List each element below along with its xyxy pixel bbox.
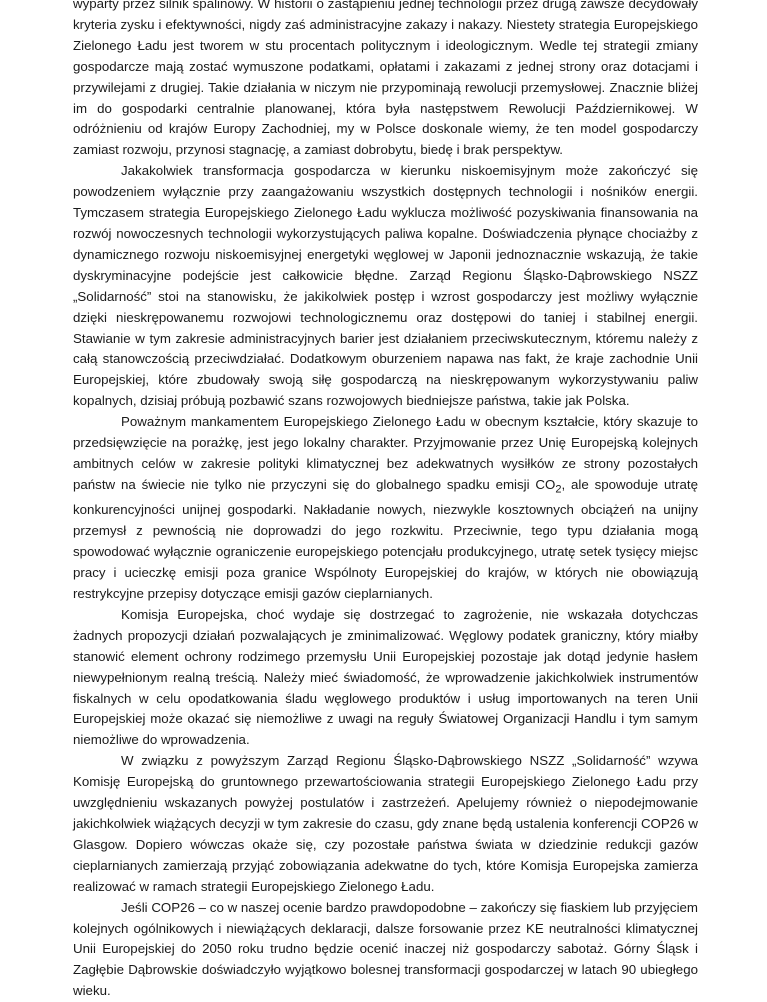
paragraph bbox=[73, 898, 698, 1002]
paragraph bbox=[73, 161, 698, 412]
paragraph-text: Poważnym mankamentem Europejskiego Zielonego Ładu w obecnym kształcie, który skazuje to przedsięwzięcie na porażkę, jest jego lokalny charakter. Przyjmowanie przez Unię Europejską kolejnych ambitnych celów w zakresie polityki klimatycznej bez adekwatnych wysiłków ze strony pozostałych państw na świecie nie tylko nie przyczyni się do globalnego spadku emisji CO bbox=[73, 414, 698, 492]
subscript-text: 2 bbox=[555, 483, 562, 496]
paragraph bbox=[73, 412, 698, 605]
paragraph-text: W związku z powyższym Zarząd Regionu Śląsko-Dąbrowskiego NSZZ „Solidarność” wzywa Komisję Europejską do gruntownego przewartościowania strategii Europejskiego Zielonego Ładu przy uwzględnieniu wskazanych powyżej postulatów i zastrzeżeń. Apelujemy również o niepodejmowanie jakichkolwiek wiążących decyzji w tym zakresie do czasu, gdy znane będą ustalenia konferencji COP26 w Glasgow. Dopiero wówczas okaże się, czy pozostałe państwa świata w dziedzinie redukcji gazów cieplarnianych zamierzają przyjąć zobowiązania adekwatne do tych, które Komisja Europejska zamierza realizować w ramach strategii Europejskiego Zielonego Ładu. bbox=[73, 753, 698, 894]
paragraph-text: Jakakolwiek transformacja gospodarcza w kierunku niskoemisyjnym może zakończyć się powodzeniem wyłącznie przy zaangażowaniu wszystkich dostępnych technologii i nośników energii. Tymczasem strategia Europejskiego Zielonego Ładu wyklucza możliwość pozyskiwania finansowania na rozwój nowoczesnych technologii wykorzystujących paliwa kopalne. Doświadczenia płynące chociażby z dynamicznego rozwoju niskoemisyjnej energetyki węglowej w Japonii jednoznacznie wskazują, że takie dyskryminacyjne podejście jest całkowicie błędne. Zarząd Regionu Śląsko-Dąbrowskiego NSZZ „Solidarność” stoi na stanowisku, że jakikolwiek postęp i wzrost gospodarczy jest możliwy wyłącznie dzięki nieskrępowanemu rozwojowi technologicznemu oraz dostępowi do taniej i stabilnej energii. Stawianie w tym zakresie administracyjnych barier jest działaniem przeciwskutecznym, któremu należy z całą stanowczością przeciwdziałać. Dodatkowym oburzeniem napawa nas fakt, że kraje zachodnie Unii Europejskiej, które zbudowały swoją siłę gospodarczą na nieskrępowanym wykorzystywaniu paliw kopalnych, dzisiaj próbują pozbawić szans rozwojowych biedniejsze państwa, takie jak Polska. bbox=[73, 163, 698, 409]
paragraph-text: Jeśli COP26 – co w naszej ocenie bardzo prawdopodobne – zakończy się fiaskiem lub przyjęciem kolejnych ogólnikowych i niewiążących deklaracji, dalsze forsowanie przez KE neutralności klimatycznej Unii Europejskiej do 2050 roku trudno będzie ocenić inaczej niż gospodarczy sabotaż. Górny Śląsk i Zagłębie Dąbrowskie doświadczyło wyjątkowo bolesnej transformacji gospodarczej w latach 90 ubiegłego wieku. bbox=[73, 899, 698, 999]
paragraph bbox=[73, 751, 698, 897]
paragraph-text: , ale spowoduje utratę konkurencyjności unijnej gospodarki. Nakładanie nowych, niezwykle kosztownych obciążeń na unijny przemysł z pewnością nie doprowadzi do jego rozkwitu. Przeciwnie, tego typu działania mogą spowodować wyłącznie ograniczenie europejskiego potencjału produkcyjnego, utratę setek tysięcy miejsc pracy i ucieczkę emisji poza granice Wspólnoty Europejskiej do krajów, w których nie obowiązują restrykcyjne przepisy dotyczące emisji gazów cieplarnianych. bbox=[73, 476, 698, 602]
paragraph bbox=[73, 605, 698, 751]
paragraph-text: Komisja Europejska, choć wydaje się dostrzegać to zagrożenie, nie wskazała dotychczas żadnych propozycji działań pozwalających je zminimalizować. Węglowy podatek graniczny, który miałby stanowić element ochrony rodzimego przemysłu Unii Europejskiej pozostaje jak dotąd jedynie hasłem niewypełnionym realną treścią. Należy mieć świadomość, że wprowadzenie jakichkolwiek instrumentów fiskalnych w celu opodatkowania śladu węglowego produktów i usług importowanych na teren Unii Europejskiej może okazać się niemożliwe z uwagi na reguły Światowej Organizacji Handlu i tym samym niemożliwe do wprowadzenia. bbox=[73, 606, 698, 748]
document-body bbox=[73, 0, 698, 1002]
paragraph bbox=[73, 0, 698, 161]
paragraph-text: wyparty przez silnik spalinowy. W historii o zastąpieniu jednej technologii przez drugą zawsze decydowały kryteria zysku i efektywności, nigdy zaś administracyjne zakazy i nakazy. Niestety strategia Europejskiego Zielonego Ładu jest tworem w stu procentach politycznym i ideologicznym. Wedle tej strategii zmiany gospodarcze mają zostać wymuszone podatkami, opłatami i zakazami z jednej strony oraz dotacjami i przywilejami z drugiej. Takie działania w niczym nie przypominają rewolucji przemysłowej. Znacznie bliżej im do gospodarki centralnie planowanej, która była następstwem Rewolucji Październikowej. W odróżnieniu od krajów Europy Zachodniej, my w Polsce doskonale wiemy, że ten model gospodarczy zamiast rozwoju, przynosi stagnację, a zamiast dobrobytu, biedę i brak perspektyw. bbox=[73, 0, 698, 158]
